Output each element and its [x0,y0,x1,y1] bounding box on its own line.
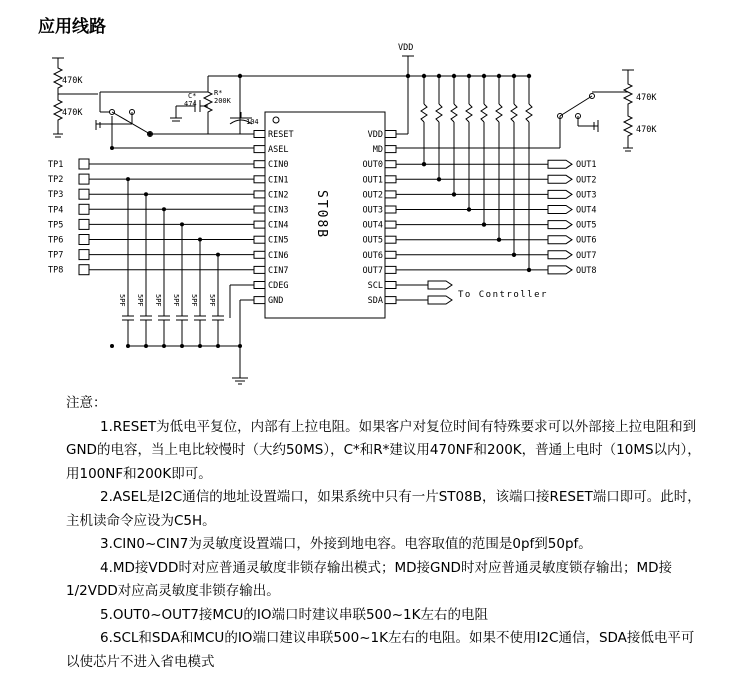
left-pin-label: RESET [268,130,294,140]
out-arrow [548,236,572,244]
pullup-resistor [496,104,502,122]
right-pin-label: OUT6 [362,250,383,261]
tp-label: TP1 [48,160,64,170]
junction-dot [497,74,501,78]
tp-label: TP7 [48,250,64,261]
touch-pad [79,265,89,275]
left-pin-box [254,236,265,243]
right-pin-label: VDD [367,130,383,140]
left-pin-box [254,191,265,198]
right-pin-label: OUT0 [362,160,383,171]
pullup-resistor [481,104,487,122]
junction-dot [216,344,220,348]
left-pin-box [254,221,265,228]
out-arrow [548,206,572,214]
cap-5pf-label: 5PF [172,294,180,307]
right-pin-box [385,297,396,304]
junction-dot [452,192,456,196]
tp-label: TP2 [48,175,64,186]
right-pin-box [385,206,396,213]
cap-5pf-label: 5PF [154,294,162,307]
junction-dot [148,132,152,136]
junction-dot [422,162,426,166]
junction-dot [162,207,166,211]
junction-dot [238,74,242,78]
touch-pad [79,235,89,245]
junction-dot [512,74,516,78]
junction-dot [144,192,148,196]
right-pin-box [385,282,396,289]
junction-dot [512,253,516,257]
junction-dot [216,253,220,257]
right-pin-box [385,266,396,273]
right-pin-label: OUT5 [362,235,383,246]
junction-dot [527,74,531,78]
junction-dot [126,344,130,348]
left-pin-box [254,176,265,183]
left-pin-label: CDEG [268,281,289,291]
right-pin-label: MD [372,145,383,156]
junction-dot [180,222,184,226]
touch-pad [79,189,89,199]
out-label: OUT3 [576,190,597,201]
left-pin-label: CIN3 [268,205,289,216]
left-pin-label: GND [268,296,284,307]
right-pin-box [385,146,396,153]
left-pin-box [254,131,265,138]
junction-dot [110,344,114,348]
pullup-resistor [526,104,532,122]
cap-c-value: 474 [184,100,197,108]
out-arrow [548,175,572,183]
to-controller-label: To Controller [458,290,548,300]
left-pin-box [254,161,265,168]
left-pin-box [254,146,265,153]
right-pin-label: SCL [367,281,383,291]
vdd-label: VDD [398,43,414,53]
left-pin-box [254,206,265,213]
junction-dot [482,222,486,226]
right-pin-label: OUT2 [362,190,383,201]
cap-5pf-label: 5PF [136,294,144,307]
tp-label: TP4 [48,205,64,216]
junction-dot [482,74,486,78]
left-pin-box [254,282,265,289]
junction-dot [452,74,456,78]
left-pin-label: CIN7 [268,265,289,276]
res-r-label: R* [214,89,223,97]
junction-dot [497,238,501,242]
right-pin-box [385,176,396,183]
out-label: OUT6 [576,235,597,246]
touch-pad [79,250,89,260]
out-label: OUT1 [576,160,597,171]
touch-pad [79,204,89,214]
touch-pad [79,159,89,169]
pullup-resistor [466,104,472,122]
notes-heading: 注意： [66,395,107,411]
junction-dot [144,344,148,348]
left-pin-label: CIN6 [268,250,289,261]
tp-label: TP8 [48,265,64,276]
out-label: OUT4 [576,205,597,216]
junction-dot [180,344,184,348]
junction-dot [527,268,531,272]
right-pin-box [385,161,396,168]
left-pin-label: CIN4 [268,220,289,231]
out-label: OUT7 [576,250,597,261]
left-pin-label: CIN1 [268,175,289,186]
chip-label: ST08B [314,190,329,240]
res-r-value: 200K [214,97,231,105]
out-arrow [548,221,572,229]
note-item-6: 6.SCL和SDA和MCU的IO端口建议串联500~1K左右的电阻。如果不使用I2C通信，SDA接低电平可以使芯片不进入省电模式 [66,630,695,670]
right-pin-box [385,236,396,243]
pullup-resistor [436,104,442,122]
cap-5pf-label: 5PF [118,294,126,307]
junction-dot [198,238,202,242]
right-pin-label: OUT7 [362,265,383,276]
touch-pad [79,174,89,184]
junction-dot [126,177,130,181]
left-pin-box [254,297,265,304]
right-pin-label: OUT3 [362,205,383,216]
cap-5pf-label: 5PF [190,294,198,307]
right-pin-box [385,221,396,228]
notes-section [66,392,706,674]
out-arrow [548,160,572,168]
note-item-4: 4.MD接VDD时对应普通灵敏度非锁存输出模式；MD接GND时对应普通灵敏度锁存输出；MD接1/2VDD对应高灵敏度非锁存输出。 [66,559,672,599]
left-pin-box [254,266,265,273]
right-pin-box [385,191,396,198]
right-pin-box [385,131,396,138]
out-arrow [548,251,572,259]
pullup-resistor [421,104,427,122]
tp-label: TP6 [48,235,64,246]
right-pin-label: OUT4 [362,220,383,231]
note-item-2: 2.ASEL是I2C通信的地址设置端口，如果系统中只有一片ST08B，该端口接RESET端口即可。此时，主机读命令应设为C5H。 [66,489,701,529]
right-470k-top-label: 470K [636,93,657,103]
junction-dot [238,344,242,348]
page-title: 应用线路 [38,17,106,37]
tp-label: TP5 [48,220,64,231]
cap-c-label: C* [188,92,197,100]
cap-104-label: 104 [246,118,259,126]
left-470k-bottom-label: 470K [62,108,83,118]
out-arrow [548,190,572,198]
left-pin-box [254,251,265,258]
out-arrow [548,266,572,274]
tp-label: TP3 [48,190,64,201]
cap-5pf-label: 5PF [208,294,216,307]
out-label: OUT8 [576,265,597,276]
junction-dot [467,207,471,211]
out-label: OUT2 [576,175,597,186]
right-470k-bottom-label: 470K [636,125,657,135]
pullup-resistor [451,104,457,122]
left-pin-label: ASEL [268,145,289,156]
junction-dot [467,74,471,78]
pullup-resistor [511,104,517,122]
note-item-1: 1.RESET为低电平复位，内部有上拉电阻。如果客户对复位时间有特殊要求可以外部接上拉电阻和到GND的电容，当上电比较慢时（大约50MS），C*和R*建议用470NF和200K，普通上电时（10MS以内），用100NF和200K即可。 [66,418,701,482]
junction-dot [437,74,441,78]
junction-dot [162,344,166,348]
junction-dot [437,177,441,181]
out-label: OUT5 [576,220,597,231]
junction-dot [110,146,114,150]
right-pin-box [385,251,396,258]
left-pin-label: CIN2 [268,190,289,201]
left-pin-label: CIN5 [268,235,289,246]
left-470k-top-label: 470K [62,76,83,86]
junction-dot [198,344,202,348]
junction-dot [406,74,410,78]
right-pin-label: OUT1 [362,175,383,186]
touch-pad [79,219,89,229]
right-pin-label: SDA [367,296,383,307]
left-pin-label: CIN0 [268,160,289,171]
note-item-3: 3.CIN0~CIN7为灵敏度设置端口，外接到地电容。电容取值的范围是0pf到50pf。 [100,536,592,552]
junction-dot [422,74,426,78]
note-item-5: 5.OUT0~OUT7接MCU的IO端口时建议串联500~1K左右的电阻 [100,606,488,623]
